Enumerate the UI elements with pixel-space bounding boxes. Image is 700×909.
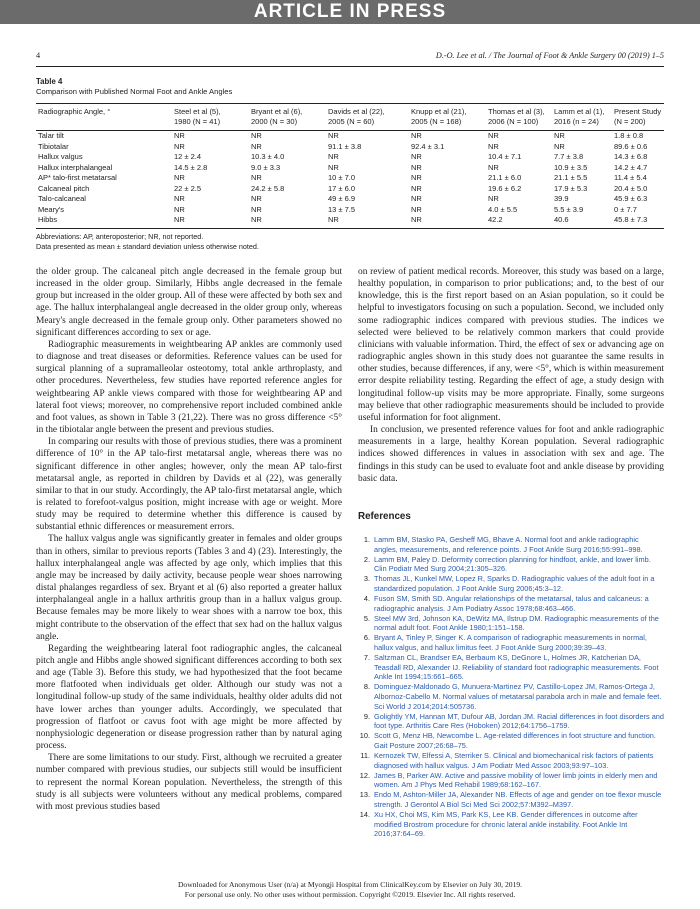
reference-item — [358, 712, 664, 731]
comparison-table — [36, 103, 664, 229]
reference-number: 12. — [359, 770, 370, 780]
table-cell: 7.7 ± 3.8 — [554, 152, 584, 161]
reference-number: 8. — [363, 682, 370, 692]
reference-number: 2. — [363, 554, 370, 564]
reference-number: 10. — [359, 731, 370, 741]
row-label: Talar tilt — [38, 131, 64, 140]
table-cell: 12 ± 2.4 — [174, 152, 202, 161]
footer-line-2: For personal use only. No other uses without permission. Copyright ©2019. Elsevier Inc. All rights reserved. — [184, 889, 516, 899]
table-cell: NR — [488, 141, 499, 151]
reference-number: 9. — [363, 711, 370, 721]
table-row — [36, 142, 664, 153]
table-cell: NR — [409, 215, 486, 228]
table-note-data: Data presented as mean ± standard deviation unless otherwise noted. — [36, 241, 259, 251]
table-row — [36, 131, 664, 142]
table-cell: 22 ± 2.5 — [174, 183, 202, 193]
table-cell: NR — [488, 162, 499, 172]
reference-link[interactable]: Kernozek TW, Elfessi A, Sterriker S. Clinical and biomechanical risk factors of patients diagnosed with hallux valgus. J Am Podiatr Med Assoc 2003;93:97–103. — [374, 751, 654, 770]
table-cell: NR — [328, 131, 339, 140]
reference-link[interactable]: Dominguez-Maldonado G, Munuera-Martinez PV, Castillo-Lopez JM, Ramos-Ortega J, Albornoz-Cabello M. Normal values of metatarsal parabola arch in male and female feet. Sci World J 2014;2014:505736. — [374, 682, 662, 711]
reference-item — [358, 594, 664, 613]
table-cell: 13 ± 7.5 — [328, 204, 356, 214]
reference-link[interactable]: Scott G, Menz HB, Newcombe L. Age-related differences in foot structure and function. Gait Posture 2007;26:68–75. — [374, 731, 656, 750]
left-column — [36, 266, 342, 813]
body-paragraph: Radiographic measurements in weightbearing AP ankles are commonly used to diagnose and treat diseases or deformities. Reference values can be used for surgical planning of a supramalleolar osteotomy, total ankle arthroplasty, and other procedures. Nevertheless, few studies have reported reference angles for weightbearing AP ankle views compared with those for weightbearing AP and lateral foot views; moreover, no comprehensive report included combined ankle and foot values, as shown in Table 3 (21,22). There was no gross difference <5° in the tibiotalar angle between the present and previous studies. — [36, 339, 342, 436]
table-header-cell — [486, 104, 552, 131]
table-cell: 91.1 ± 3.8 — [328, 141, 362, 151]
row-label: Meary's — [38, 204, 65, 214]
table-cell: 9.0 ± 3.3 — [251, 162, 281, 172]
reference-number: 3. — [363, 574, 370, 584]
table-cell: NR — [249, 215, 326, 228]
table-cell: 11.4 ± 5.4 — [614, 173, 647, 182]
table-header-cell — [326, 104, 409, 131]
download-footer — [0, 880, 700, 899]
reference-link[interactable]: Thomas JL, Kunkel MW, Lopez R, Sparks D. Radiographic values of the adult foot in a standardized population. J Foot Ankle Surg 2006;45:3–12. — [374, 574, 655, 593]
table-header-line: Radiographic Angle, ° — [38, 107, 111, 116]
table-cell: NR — [172, 215, 249, 228]
reference-link[interactable]: Endo M, Ashton-Miller JA, Alexander NB. Effects of age and gender on toe flexor muscle strength. J Gerontol A Biol Sci Med Sci 2002;57:M392–M397. — [374, 790, 662, 809]
table-cell: NR — [328, 152, 339, 161]
table-cell: NR — [411, 204, 422, 214]
reference-number: 13. — [359, 790, 370, 800]
table-cell: 42.2 — [486, 215, 552, 228]
table-note-abbreviations: Abbreviations: AP, anteroposterior; NR, not reported. — [36, 231, 204, 241]
table-cell: NR — [328, 162, 339, 172]
table-4 — [36, 77, 664, 252]
table-cell: NR — [488, 131, 499, 140]
table-cell: 17.9 ± 5.3 — [554, 183, 588, 193]
table-cell: 89.6 ± 0.6 — [614, 141, 648, 151]
table-body — [36, 131, 664, 229]
table-notes — [36, 232, 664, 252]
table-header-cell — [36, 104, 172, 131]
reference-link[interactable]: Golightly YM, Hannan MT, Dufour AB, Jordan JM. Racial differences in foot disorders and foot type. Arthritis Care Res (Hoboken) 2012;64:1756–1759. — [374, 711, 664, 731]
page-number: 4 — [36, 51, 41, 60]
body-paragraph: There are some limitations to our study. First, although we recruited a greater number compared with previous studies, our subjects still would be insufficient to represent the normal Korean population. Nevertheless, the strength of this study is all subjects were volunteers without any medical problems, compared with most previous studies based — [36, 753, 342, 812]
row-label: Talo-calcaneal — [38, 194, 86, 203]
table-header-line: 2005 (N = 168) — [411, 117, 462, 126]
table-cell: NR — [251, 194, 262, 203]
table-cell: NR — [411, 173, 422, 182]
table-cell: NR — [251, 204, 262, 214]
reference-number: 5. — [363, 613, 370, 623]
reference-link[interactable]: Saltzman CL, Brandser EA, Berbaum KS, DeGnore L, Holmes JR, Katcherian DA, Teasdall RD, Alexander IJ. Reliability of standard foot radiographic measurements. Foot Ankle Int 1994;15:661–665. — [374, 653, 659, 682]
table-header-cell — [172, 104, 249, 131]
table-cell: NR — [174, 131, 185, 140]
table-header-line: 2000 (N = 30) — [251, 117, 298, 126]
table-header-line: (N = 200) — [614, 117, 646, 126]
table-cell: 0 ± 7.7 — [614, 204, 637, 214]
table-cell: 40.6 — [552, 215, 612, 228]
table-header-line: 1980 (N = 41) — [174, 117, 221, 126]
reference-item — [358, 633, 664, 652]
reference-number: 7. — [363, 653, 370, 663]
table-header-cell — [409, 104, 486, 131]
table-cell: 39.9 — [554, 194, 569, 203]
reference-link[interactable]: Fuson SM, Smith SD. Angular relationships of the metatarsal, talus and calcaneus: a radiographic analysis. J Am Podiatry Assoc 1978;68:463–466. — [374, 594, 649, 613]
table-row — [36, 205, 664, 216]
table-header-line: Thomas et al (3), — [488, 107, 545, 116]
table-cell: 49 ± 6.9 — [328, 194, 356, 203]
table-header-line: Steel et al (5), — [174, 107, 221, 116]
table-row — [36, 194, 664, 205]
table-cell: 10 ± 7.0 — [328, 173, 356, 182]
table-cell: 4.0 ± 5.5 — [488, 204, 518, 214]
reference-item — [358, 653, 664, 682]
table-row — [36, 173, 664, 184]
table-cell: NR — [174, 141, 185, 151]
reference-item — [358, 771, 664, 790]
reference-link[interactable]: James B, Parker AW. Active and passive mobility of lower limb joints in elderly men and women. Am J Phys Med Rehabil 1989;68:162–167. — [374, 770, 658, 790]
body-paragraph: on review of patient medical records. Moreover, this study was based on a large, healthy population, in comparison to prior publications; and, to the best of our knowledge, this is the first report based on an Asian population, so it could be helpful to investigators focusing on such a population. Second, we included only some radiographic indices compared with previous studies. The indices we selected were believed to be relatively common markers that could provide clinicians with valuable information. Third, the effect of sex or advancing age on radiographic angles shown in this study does not guarantee the same results in other studies, because differences, if any, were <5°, which is within measurement error despite reliability testing. Regarding the effect of age, a study design with longitudinal follow-up visits may be more appropriate. Finally, some surgeons may believe that other radiographic measurements should be included to provide useful information for foot alignment. — [358, 267, 664, 423]
table-header-line: Lamm et al (1), — [554, 107, 605, 116]
table-header-line: Davids et al (22), — [328, 107, 385, 116]
table-header-cell — [249, 104, 326, 131]
reference-item — [358, 751, 664, 770]
body-paragraph: In conclusion, we presented reference values for foot and ankle radiographic measurements in a large, healthy Korean population. Several radiographic indices showed differences in values in association with sex and age. The findings in this study can be used to evaluate foot and ankle disease by providing basic data. — [358, 425, 664, 484]
table-cell: 19.6 ± 6.2 — [488, 183, 522, 193]
table-cell: NR — [251, 131, 262, 140]
table-title: Table 4 — [36, 77, 63, 86]
references-heading: References — [358, 510, 411, 522]
reference-number: 4. — [363, 594, 370, 604]
table-cell: NR — [554, 131, 565, 140]
footer-line-1: Downloaded for Anonymous User (n/a) at Myongji Hospital from ClinicalKey.com by Elsevier on July 30, 2019. — [177, 880, 523, 889]
reference-number: 14. — [359, 810, 370, 820]
row-label: Tibiotalar — [38, 141, 69, 151]
table-cell: 5.5 ± 3.9 — [554, 204, 584, 214]
body-paragraph: The hallux valgus angle was significantly greater in females and older groups than in others, similar to previous reports (Tables 3 and 4) (23). Interestingly, the hallux interphalangeal angle was affected by age only, which implies that this angle may be increased by daily activity, because people wear shoes narrowing distal phalanges regardless of sex. Bryant et al (6) also reported a greater hallux interphalangeal angle in a hallux arthritis group than in a hallux valgus group. Because females may be more likely to wear shoes with a narrow toe box, this might contribute to the observation of the effect that sex had on the hallux valgus angle. — [36, 534, 342, 642]
reference-number: 11. — [360, 751, 370, 761]
table-cell: NR — [174, 194, 185, 203]
table-cell: NR — [411, 183, 422, 193]
table-cell: NR — [174, 173, 185, 182]
reference-item — [358, 555, 664, 574]
reference-item — [358, 810, 664, 839]
reference-link[interactable]: Steel MW 3rd, Johnson KA, DeWitz MA, Ilstrup DM. Radiographic measurements of the normal adult foot. Foot Ankle 1980;1:151–158. — [374, 613, 659, 633]
journal-citation: D.-O. Lee et al. / The Journal of Foot & Ankle Surgery 00 (2019) 1–5 — [435, 51, 664, 60]
table-cell: NR — [411, 131, 422, 140]
reference-link[interactable]: Xu HX, Choi MS, Kim MS, Park KS, Lee KB. Gender differences in outcome after modified Brostrom procedure for chronic lateral ankle instability. Foot Ankle Int 2016;37:64–69. — [374, 810, 638, 839]
table-cell: NR — [174, 204, 185, 214]
reference-item — [358, 574, 664, 593]
table-header-line — [38, 117, 170, 127]
table-header-line: Knupp et al (21), — [411, 107, 467, 116]
reference-item — [358, 535, 664, 554]
table-cell: NR — [411, 162, 422, 172]
row-label: Hallux interphalangeal — [38, 162, 113, 172]
table-cell: 14.2 ± 4.7 — [614, 162, 648, 172]
reference-number: 6. — [363, 633, 370, 643]
table-cell: NR — [488, 194, 499, 203]
reference-link[interactable]: Lamm BM, Stasko PA, Gesheff MG, Bhave A. Normal foot and ankle radiographic angles, measurements, and reference points. J Foot Ankle Surg 2016;55:991–998. — [374, 534, 643, 554]
table-cell: 21.1 ± 5.5 — [554, 173, 588, 182]
table-cell: 17 ± 6.0 — [328, 183, 356, 193]
body-paragraph: the older group. The calcaneal pitch angle decreased in the female group but increased in the older group. Similarly, Hibbs angle decreased in the female group but increased in the older group. All of these were affected by both sex and age. The hallux interphalangeal angle decreased in the older group only, whereas Meary's angle decreased in the female group only. Other parameters showed no significant differences according to sex or age. — [36, 267, 342, 338]
reference-item — [358, 790, 664, 809]
row-label: Calcaneal pitch — [38, 183, 90, 193]
table-header-line: Present Study — [614, 107, 662, 116]
table-cell: 10.4 ± 7.1 — [488, 152, 522, 161]
table-header-cell — [612, 104, 664, 131]
reference-link[interactable]: Bryant A, Tinley P, Singer K. A comparison of radiographic measurements in normal, hallux valgus, and hallux limitus feet. J Foot Ankle Surg 2000;39:39–43. — [374, 633, 647, 652]
row-label: Hallux valgus — [38, 152, 83, 161]
table-row — [36, 152, 664, 163]
table-cell: NR — [326, 215, 409, 228]
table-header-row — [36, 104, 664, 131]
table-header-line: Bryant et al (6), — [251, 107, 303, 116]
table-caption: Comparison with Published Normal Foot and Ankle Angles — [36, 87, 233, 96]
header-rule — [36, 66, 664, 67]
table-header-line: 2006 (N = 100) — [488, 117, 539, 126]
reference-list — [358, 535, 664, 839]
table-header-line: 2005 (N = 60) — [328, 117, 375, 126]
table-cell: 1.8 ± 0.8 — [614, 131, 644, 140]
table-cell: 14.3 ± 6.8 — [614, 152, 648, 161]
table-cell: 14.5 ± 2.8 — [174, 162, 208, 172]
reference-item — [358, 682, 664, 711]
reference-link[interactable]: Lamm BM, Paley D. Deformity correction planning for hindfoot, ankle, and lower limb. Clin Podiatr Med Surg 2004;21:305–326. — [374, 554, 651, 574]
table-cell: 45.9 ± 6.3 — [614, 194, 648, 203]
article-in-press-banner: ARTICLE IN PRESS — [0, 0, 700, 24]
reference-number: 1. — [363, 534, 370, 544]
right-column-paragraphs — [358, 266, 664, 485]
body-paragraph: In comparing our results with those of previous studies, there was a prominent difference of 10° in the AP talo-first metatarsal angle, whereas there was no significant difference in other angles; however, only the mean AP talo-first metatarsal angle, as reported in children by Davids et al (22), was generally similar to that in our study. Accordingly, the AP talo-first metatarsal angle, which is related to forefoot-valgus position, might increase with age or weight. More study may be required to determine whether this difference is caused by substantial ethnic differences or measurement errors. — [36, 437, 342, 533]
table-cell: NR — [411, 194, 422, 203]
table-cell: 45.8 ± 7.3 — [612, 215, 664, 228]
table-cell: 24.2 ± 5.8 — [251, 183, 285, 193]
table-cell: 10.9 ± 3.5 — [554, 162, 588, 172]
table-cell: 92.4 ± 3.1 — [411, 141, 445, 151]
row-label: AP* talo-first metatarsal — [38, 173, 117, 182]
reference-item — [358, 731, 664, 750]
table-cell: NR — [411, 152, 422, 161]
table-cell: NR — [251, 173, 262, 182]
table-row — [36, 163, 664, 174]
row-label: Hibbs — [36, 215, 172, 228]
table-header-cell — [552, 104, 612, 131]
table-cell: 10.3 ± 4.0 — [251, 152, 285, 161]
right-column — [358, 266, 664, 839]
table-cell: 21.1 ± 6.0 — [488, 173, 522, 182]
table-header-line: 2016 (n = 24) — [554, 117, 599, 126]
table-row — [36, 215, 664, 228]
table-cell: NR — [251, 141, 262, 151]
body-paragraph: Regarding the weightbearing lateral foot radiographic angles, the calcaneal pitch angle and Hibbs angle showed significant differences according to both sex and age (Table 3). Before this study, we had hypothesized that the foot became more flatfooted when individuals get older. Although our study was not a longitudinal follow-up study of the same individuals, healthy older adults did not have lower arches than younger adults. Accordingly, we speculated that progression of flatfoot or cavus foot with age might be more affected by nonphysiologic degeneration or disease progression rather than by natural aging process. — [36, 643, 342, 752]
table-cell: NR — [554, 141, 565, 151]
table-row — [36, 184, 664, 195]
table-cell: 20.4 ± 5.0 — [614, 183, 648, 193]
reference-item — [358, 614, 664, 633]
